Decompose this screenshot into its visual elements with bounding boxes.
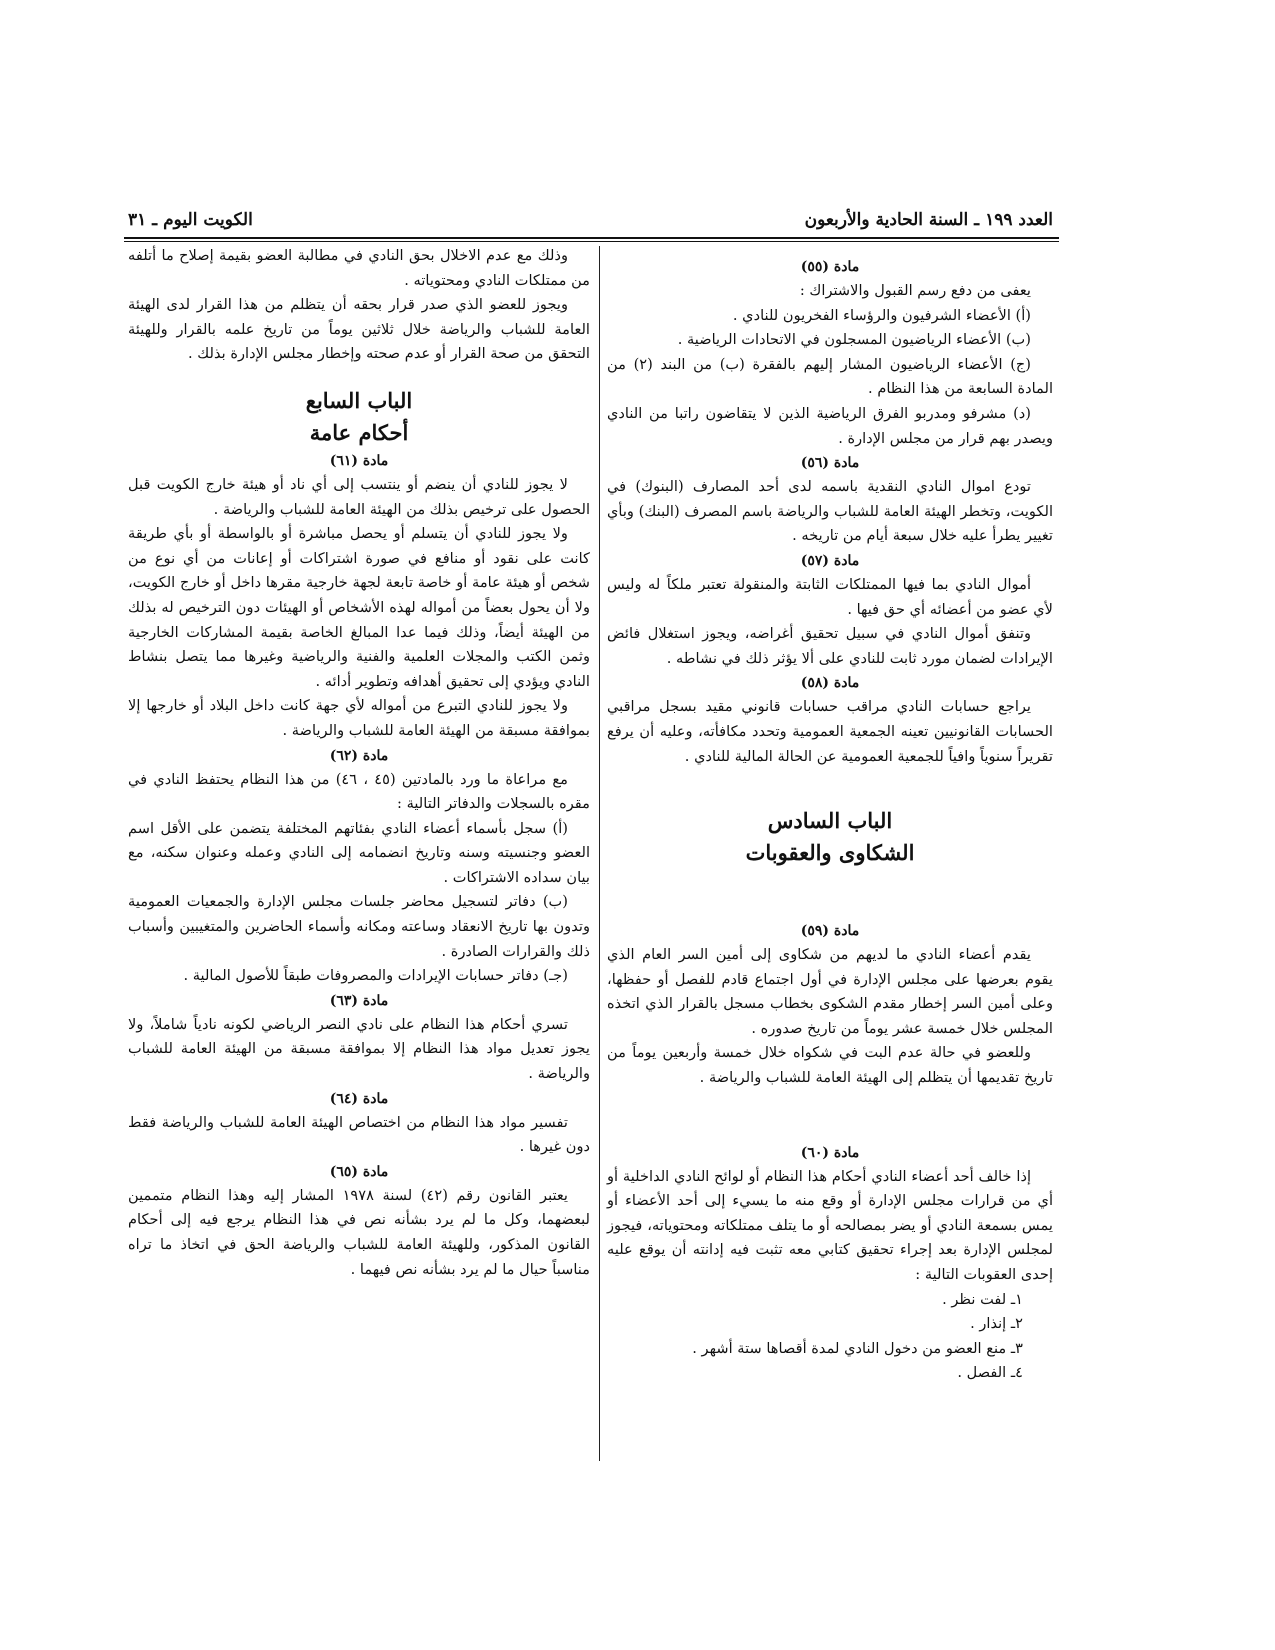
article-55-intro: يعفى من دفع رسم القبول والاشتراك : <box>799 282 1031 299</box>
chapter-7-heading: الباب السابع <box>305 387 413 413</box>
article-61-title: مادة (٦١) <box>329 452 389 469</box>
article-56-text: تودع اموال النادي النقدية باسمه لدى أحد المصارف (البنوك) في الكويت، وتخطر الهيئة العامة للشباب والرياضة باسم المصرف (البنك) وبأي تغيير يطرأ عليه خلال سبعة أيام من تاريخه . <box>607 478 1053 545</box>
issue-info: العدد ١٩٩ ـ السنة الحادية والأربعون <box>804 210 1053 230</box>
article-62-item-a: (أ) سجل بأسماء أعضاء النادي بفئاتهم المختلفة يتضمن على الأقل اسم العضو وجنسيته وسنه وتاريخ انضمامه إلى النادي وعمله وعنوان سكنه، مع بيان سداده الاشتراكات . <box>128 819 590 886</box>
chapter-6-title: الشكاوى والعقوبات <box>745 840 915 866</box>
article-56-title: مادة (٥٦) <box>800 455 860 472</box>
penalties-list <box>607 1288 1053 1386</box>
article-60-title: مادة (٦٠) <box>800 1144 860 1161</box>
continuation-text-1: وذلك مع عدم الاخلال بحق النادي في مطالبة العضو بقيمة إصلاح ما أتلفه من ممتلكات النادي ومحتوياته . <box>128 247 590 289</box>
article-58-title: مادة (٥٨) <box>800 675 860 692</box>
penalty-item: ٣ـ منع العضو من دخول النادي لمدة أقصاها ستة أشهر . <box>692 1339 1023 1357</box>
article-57-title: مادة (٥٧) <box>800 552 860 569</box>
article-55-item-a: (أ) الأعضاء الشرفيون والرؤساء الفخريون للنادي . <box>732 306 1031 324</box>
article-62-item-c: (جـ) دفاتر حسابات الإيرادات والمصروفات طبقاً للأصول المالية . <box>183 967 568 985</box>
page-header <box>128 210 1053 238</box>
article-57-text-2: وتنفق أموال النادي في سبيل تحقيق أغراضه، ويجوز استغلال فائض الإيرادات لضمان مورد ثابت للنادي على ألا يؤثر ذلك في نشاطه . <box>607 625 1053 667</box>
chapter-7-title: أحكام عامة <box>309 419 409 445</box>
article-61-text-3: ولا يجوز للنادي التبرع من أمواله لأي جهة كانت داخل البلاد أو خارجها إلا بموافقة مسبقة من الهيئة العامة للشباب والرياضة . <box>128 697 590 739</box>
article-60-text: إذا خالف أحد أعضاء النادي أحكام هذا النظام أو لوائح النادي الداخلية أو أي من قرارات مجلس الإدارة أو وقع منه ما يسيء إلى أحد الأعضاء أو يمس بسمعة النادي أو يضر بمصالحه أو ما يتلف ممتلكاته ومحتوياته، فيجوز لمجلس الإدارة بعد إجراء تحقيق كتابي معه تثبت فيه إدانته أن يوقع عليه إحدى العقوبات التالية : <box>607 1167 1053 1284</box>
penalty-item: ٢ـ إنذار . <box>970 1315 1023 1333</box>
left-column <box>128 244 590 1282</box>
continuation-text-2: ويجوز للعضو الذي صدر قرار بحقه أن يتظلم من هذا القرار لدى الهيئة العامة للشباب والرياضة خلال ثلاثين يوماً من تاريخ علمه بالقرار وللهيئة التحقق من صحة القرار أو عدم صحته وإخطار مجلس الإدارة بذلك . <box>128 296 590 363</box>
article-61-text-1: لا يجوز للنادي أن ينضم أو ينتسب إلى أي ناد أو هيئة خارج الكويت قبل الحصول على ترخيص بذلك من الهيئة العامة للشباب والرياضة . <box>128 475 590 518</box>
article-63-title: مادة (٦٣) <box>329 992 389 1009</box>
article-55-item-b: (ب) الأعضاء الرياضيون المسجلون في الاتحادات الرياضية . <box>677 331 1031 349</box>
article-55-item-d: (د) مشرفو ومدربو الفرق الرياضية الذين لا يتقاضون راتبا من النادي ويصدر بهم قرار من مجلس الإدارة . <box>607 404 1053 447</box>
article-62-item-b: (ب) دفاتر لتسجيل محاضر جلسات مجلس الإدارة والجمعيات العمومية وتدون بها تاريخ الانعقاد وساعته ومكانه وأسماء الحاضرين والمتغيبين وأسباب ذلك والقرارات الصادرة . <box>128 893 590 960</box>
article-59-title: مادة (٥٩) <box>800 923 860 940</box>
article-59-text-2: وللعضو في حالة عدم البت في شكواه خلال خمسة وأربعين يوماً من تاريخ تقديمها أن يتظلم إلى الهيئة العامة للشباب والرياضة . <box>607 1044 1053 1087</box>
gazette-page-number: الكويت اليوم ـ ٣١ <box>128 210 253 230</box>
article-58-text: يراجع حسابات النادي مراقب حسابات قانوني مقيد بسجل مراقبي الحسابات القانونيين تعينه الجمعية العمومية وتحدد مكافأته، وعليه أن يرفع تقريراً سنوياً وافياً للجمعية العمومية عن الحالة المالية للنادي . <box>607 698 1053 765</box>
article-65-title: مادة (٦٥) <box>329 1163 389 1180</box>
chapter-6-heading: الباب السادس <box>767 808 893 834</box>
right-column <box>607 255 1053 1386</box>
article-64-title: مادة (٦٤) <box>329 1090 389 1107</box>
penalty-item: ٤ـ الفصل . <box>957 1364 1023 1382</box>
article-59-text-1: يقدم أعضاء النادي ما لديهم من شكاوى إلى أمين السر العام الذي يقوم بعرضها على مجلس الإدارة في أول اجتماع قادم للفصل أو حفظها، وعلى أمين السر إخطار مقدم الشكوى بخطاب مسجل بالقرار الذي اتخذه المجلس خلال خمسة عشر يوماً من تاريخ صدوره . <box>607 946 1053 1037</box>
header-rule-thin <box>124 241 1059 242</box>
column-divider <box>599 246 600 1461</box>
article-63-text: تسري أحكام هذا النظام على نادي النصر الرياضي لكونه نادياً شاملاً، ولا يجوز تعديل مواد هذا النظام إلا بموافقة مسبقة من الهيئة العامة للشباب والرياضة . <box>128 1015 590 1083</box>
article-55-item-c: (ج) الأعضاء الرياضيون المشار إليهم بالفقرة (ب) من البند (٢) من المادة السابعة من هذا النظام . <box>607 355 1053 398</box>
article-65-text: يعتبر القانون رقم (٤٢) لسنة ١٩٧٨ المشار إليه وهذا النظام متممين لبعضهما، وكل ما لم يرد بشأنه نص في هذا النظام يرجع فيه إلى أحكام القانون المذكور، وللهيئة العامة للشباب والرياضة الحق في اتخاذ ما تراه مناسباً حيال ما لم يرد بشأنه نص فيهما . <box>128 1186 590 1278</box>
header-rule <box>124 237 1059 239</box>
article-61-text-2: ولا يجوز للنادي أن يتسلم أو يحصل مباشرة أو بالواسطة أو بأي طريقة كانت على نقود أو منافع في صورة اشتراكات أو إعانات من أي نوع من شخص أو هيئة عامة أو خاصة تابعة لجهة خارجية مقرها داخل أو خارج الكويت، ولا أن يحول بعضاً من أمواله لهذه الأشخاص أو الهيئات دون الترخيص له بذلك من الهيئة أيضاً، وذلك فيما عدا المبالغ الخاصة بقيمة المشاركات الخارجية وثمن الكتب والمجلات العلمية والفنية والرياضية وغيرها مما يتصل بنشاط النادي ويؤدي إلى تحقيق أهدافه وتطوير أدائه . <box>128 525 590 690</box>
penalty-item: ١ـ لفت نظر . <box>942 1290 1023 1308</box>
article-64-text: تفسير مواد هذا النظام من اختصاص الهيئة العامة للشباب والرياضة فقط دون غيرها . <box>128 1113 590 1156</box>
article-62-intro: مع مراعاة ما ورد بالمادتين (٤٥ ، ٤٦) من هذا النظام يحتفظ النادي في مقره بالسجلات والدفاتر التالية : <box>128 770 590 813</box>
article-57-text-1: أموال النادي بما فيها الممتلكات الثابتة والمنقولة تعتبر ملكاً له وليس لأي عضو من أعضائه أي حق فيها . <box>607 575 1053 618</box>
article-62-title: مادة (٦٢) <box>329 747 389 764</box>
article-55-title: مادة (٥٥) <box>800 259 860 275</box>
